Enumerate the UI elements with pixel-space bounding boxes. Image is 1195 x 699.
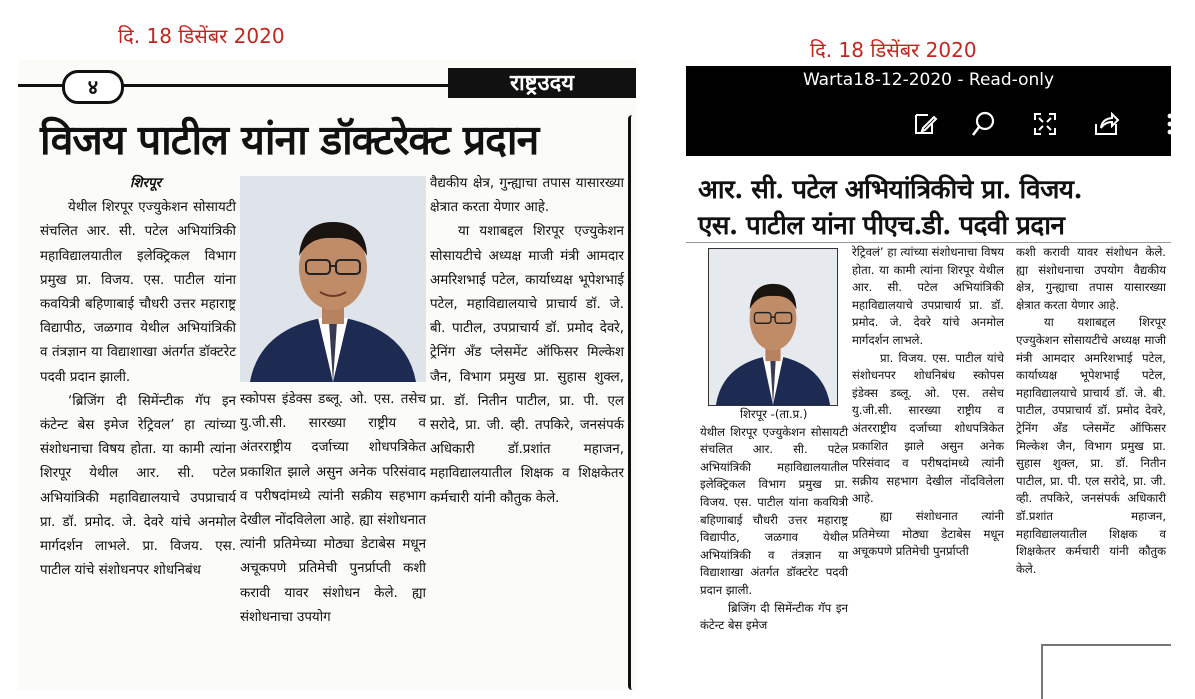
more-icon[interactable] [1156,110,1170,138]
left-column-1 [40,172,236,583]
edit-icon[interactable] [911,110,939,138]
right-column-1 [700,406,848,635]
headline-rule [686,242,1171,243]
right-col2-para-3: ह्या संशोधनात त्यांनी प्रतिमेच्या मोठ्या डेटाबेस मधून अचूकपणे प्रतिमेची पुनर्प्राप्ती [852,508,1004,559]
search-icon[interactable] [970,110,998,138]
right-col1-para-1: येथील शिरपूर एज्युकेशन सोसायटी संचलित आर. सी. पटेल अभियांत्रिकी महाविद्यालयातील इलेक्ट्रिकल विभाग प्रमुख प्रा. विजय. एस. पाटील यांना कवयित्री बहिणाबाई चौधरी उत्तर महाराष्ट्र विद्यापीठ, जळगाव येथील अभियांत्रिकी व तंत्रज्ञान या विद्याशाखा अंतर्गत डॉक्टरेट पदवी प्रदान झाली. [700,424,848,597]
fullscreen-icon[interactable] [1031,110,1059,138]
right-col2-para-2: प्रा. विजय. एस. पाटील यांचे संशोधनपर शोधनिबंध स्कोपस इंडेक्स डब्लू. ओ. एस. तसेच यु.जी.सी. सारख्या राष्ट्रीय व अंतरराष्ट्रीय दर्जाच्या शोधपत्रिकेत प्रकाशित झाले असुन अनेक परिसंवाद व परीषदांमध्ये त्यांनी सक्रीय सहभाग देखील नोंदविलेला आहे. [852,350,1004,506]
left-col2-para-1: स्कोपस इंडेक्स डब्लू. ओ. एस. तसेच यु.जी.सी. सारख्या राष्ट्रीय व अंतरराष्ट्रीय दर्जाच्या शोधपत्रिकेत प्रकाशित झाले असुन अनेक परिसंवाद व परीषदांमध्ये त्यांनी सक्रीय सहभाग देखील नोंदविलेला आहे. ह्या संशोधनात त्यांनी प्रतिमेच्या मोठ्या डेटाबेस मधून अचूकपणे प्रतिमेची पुनर्प्राप्ती कशी करावी यावर संशोधन केले. ह्या संशोधनाचा उपयोग [240,392,426,625]
right-document-viewer [686,66,1171,699]
right-headline-line-1: आर. सी. पटेल अभियांत्रिकीचे प्रा. विजय. [698,175,1083,205]
portrait-image [709,249,837,405]
column-rule [628,115,636,690]
share-icon[interactable] [1092,110,1120,138]
page-top-edge [686,156,1171,168]
masthead: राष्ट्रउदय [448,68,636,98]
left-col1-para-1: येथील शिरपूर एज्युकेशन सोसायटी संचलित आर. सी. पटेल अभियांत्रिकी महाविद्यालयातील इलेक्ट्रिकल विभाग प्रमुख प्रा. विजय. एस. पाटील यांना कवयित्री बहिणाबाई चौधरी उत्तर महाराष्ट्र विद्यापीठ, जळगाव येथील अभियांत्रिकी व तंत्रज्ञान या विद्याशाखा अंतर्गत डॉक्टरेट पदवी प्रदान झाली. [40,200,236,385]
right-headline-line-2: एस. पाटील यांना पीएच.डी. पदवी प्रदान [698,211,1065,241]
left-col3-para-1: वैद्यकीय क्षेत्र, गुन्ह्याचा तपास यासारख्या क्षेत्रात करता येणार आहे. [430,176,624,216]
left-portrait-photo [240,176,426,382]
right-dateline: शिरपूर -(ता.प्र.) [740,407,808,421]
left-col1-para-2: ‘ब्रिजिंग दी सिमेंन्टीक गॅप इन कंटेन्ट बेस इमेज रेट्रिवल’ हा त्यांच्या संशोधनाचा विषय होता. या कामी त्यांना शिरपूर येथील आर. सी. पटेल अभियांत्रिकी महाविद्यालयाचे उपप्राचार्य प्रा. डॉ. प्रमोद. जे. देवरे यांचे अनमोल मार्गदर्शन लाभले. प्रा. विजय. एस. पाटील यांचे संशोधनपर शोधनिबंध [40,393,236,579]
left-newspaper-clipping [18,60,636,690]
right-col3-para-1: कशी करावी यावर संशोधन केले. ह्या संशोधनाचा उपयोग वैद्यकीय क्षेत्र, गुन्ह्याचा तपास यासारख्या क्षेत्रात करता येणार आहे. [1016,245,1166,312]
right-column-3 [1016,244,1166,578]
right-date-label: दि. 18 डिसेंबर 2020 [810,38,977,62]
left-column-3 [430,172,624,511]
right-headline [698,172,1168,244]
left-headline: विजय पाटील यांना डॉक्टरेक्ट प्रदान [40,116,539,164]
right-col3-para-2: या यशाबद्दल शिरपूर एज्युकेशन सोसायटीचे अध्यक्ष माजी मंत्री आमदार अमरिशभाई पटेल, कार्याध्यक्ष भूपेशभाई पटेल, महाविद्यालयाचे प्राचार्य डॉ. जे. बी. पाटील, उपप्राचार्य डॉ. प्रमोद देवरे, ट्रेनिंग अँड प्लेसमेंट ऑफिसर मिल्केश जैन, विभाग प्रमुख प्रा. सुहास शुक्ल, प्रा. डॉ. नितीन पाटील, प्रा. पी. एल सरोदे, प्रा. जी. व्ही. तपकिरे, जनसंपर्क अधिकारी डॉ.प्रशांत महाजन, महाविद्यालयातील शिक्षक व शिक्षकेतर कर्मचारी यांनी कौतुक केले. [1016,315,1166,576]
right-col1-para-2: ब्रिजिंग दी सिमेंन्टीक गॅप इन कंटेन्ट बेस इमेज [700,600,848,633]
next-article-box [1041,644,1171,699]
page-number: ४ [62,70,124,104]
left-dateline: शिरपूर [130,176,162,191]
right-portrait-photo [708,248,838,406]
viewer-toolbar [686,66,1171,156]
window-title: Warta18-12-2020 - Read-only [802,70,1055,90]
portrait-image [240,176,426,382]
left-col3-para-2: या यशाबद्दल शिरपूर एज्युकेशन सोसायटीचे अध्यक्ष माजी मंत्री आमदार अमरिशभाई पटेल, कार्याध्यक्ष भूपेशभाई पटेल, महाविद्यालयाचे प्राचार्य डॉ. जे. बी. पाटील, उपप्राचार्य डॉ. प्रमोद देवरे, ट्रेनिंग अँड प्लेसमेंट ऑफिसर मिल्केश जैन, विभाग प्रमुख प्रा. सुहास शुक्ल, प्रा. डॉ. नितीन पाटील, प्रा. पी. एल सरोदे, प्रा. जी. व्ही. तपकिरे, जनसंपर्क अधिकारी डॉ.प्रशांत महाजन, महाविद्यालयातील शिक्षक व शिक्षकेतर कर्मचारी यांनी कौतुक केले. [430,224,624,506]
right-column-2 [852,244,1004,561]
left-date-label: दि. 18 डिसेंबर 2020 [118,24,285,48]
right-col2-para-1: रेट्रिवलं’ हा त्यांच्या संशोधनाचा विषय होता. या कामी त्यांना शिरपूर येथील आर. सी. पटेल अभियांत्रिकी महाविद्यालयाचे उपप्राचार्य प्रा. डॉ. प्रमोद. जे. देवरे यांचे अनमोल मार्गदर्शन लाभले. [852,245,1004,347]
left-column-2 [240,388,426,630]
